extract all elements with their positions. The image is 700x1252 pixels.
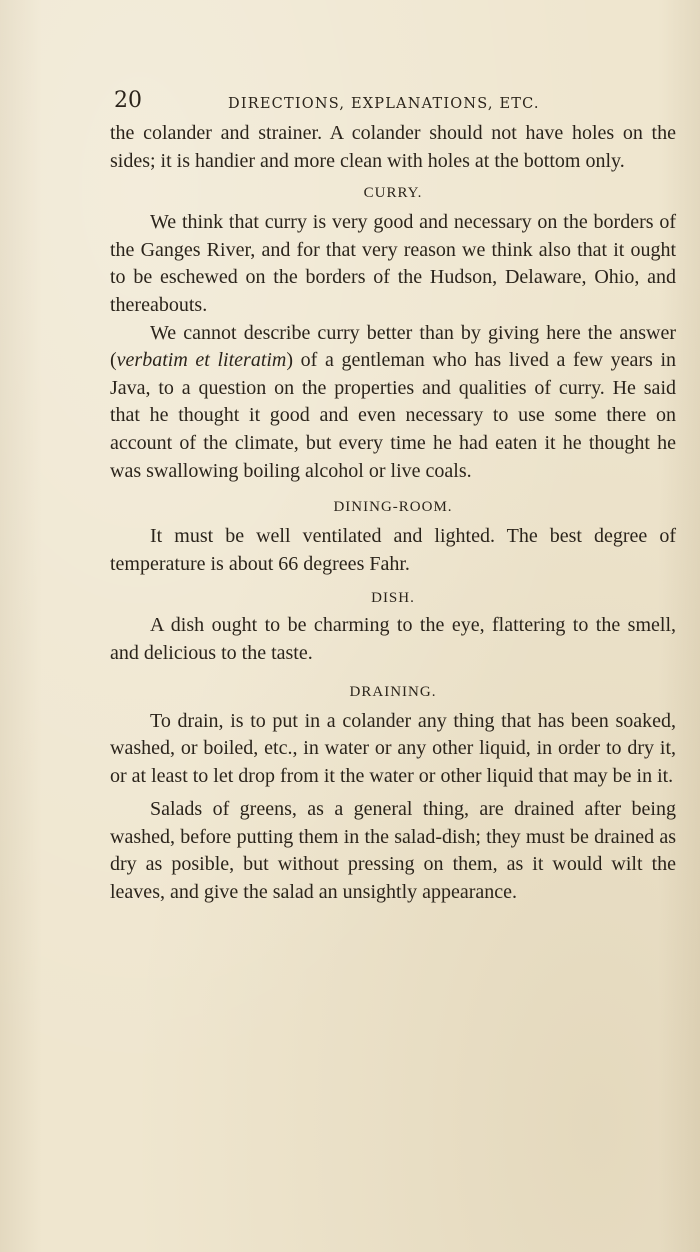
draining-paragraph-1: To drain, is to put in a colander any thing that has been soaked, washed, or boiled, etc., in water or any other liquid, in order to dry it, or at least to let drop from it the water or other liquid that may be in it.: [110, 709, 676, 787]
latin-phrase: verbatim et literatim: [116, 349, 287, 372]
page-body: [110, 120, 676, 907]
book-page: [110, 82, 676, 907]
curry-paragraph-2-start: We cannot describe curry better than by giving here the answer (: [110, 321, 676, 372]
section-heading-curry: CURRY.: [363, 185, 423, 202]
curry-paragraph-1: We think that curry is very good and necessary on the borders of the Ganges River, and for that very reason we think also that it ought to be eschewed on the borders of the Hudson, Delaware, Ohio, and thereabouts.: [110, 211, 676, 316]
dish-paragraph: A dish ought to be charming to the eye, flattering to the smell, and delicious to the taste.: [110, 614, 676, 664]
section-heading-dish: DISH.: [371, 590, 415, 607]
running-head: [110, 82, 676, 120]
page-number: 20: [114, 88, 142, 113]
curry-paragraph-2-end: ) of a gentleman who has lived a few years in Java, to a question on the properties and qualities of curry. He said that he thought it good and even necessary to use some there on account of the climate, but every time he had eaten it he thought he was swallowing boiling alcohol or live coals.: [110, 349, 676, 482]
running-title: DIRECTIONS, EXPLANATIONS, ETC.: [228, 96, 540, 112]
dining-room-paragraph: It must be well ventilated and lighted. The best degree of temperature is about 66 degrees Fahr.: [110, 525, 676, 575]
section-heading-draining: DRAINING.: [349, 683, 437, 700]
intro-paragraph: the colander and strainer. A colander should not have holes on the sides; it is handier and more clean with holes at the bottom only.: [110, 122, 676, 172]
draining-paragraph-2: Salads of greens, as a general thing, are drained after being washed, before putting them in the salad-dish; they must be drained as dry as posible, but without pressing on them, as it would wilt the leaves, and give the salad an unsightly appearance.: [110, 798, 676, 904]
curry-paragraph-2: [110, 320, 676, 486]
section-heading-dining-room: DINING-ROOM.: [333, 499, 453, 516]
